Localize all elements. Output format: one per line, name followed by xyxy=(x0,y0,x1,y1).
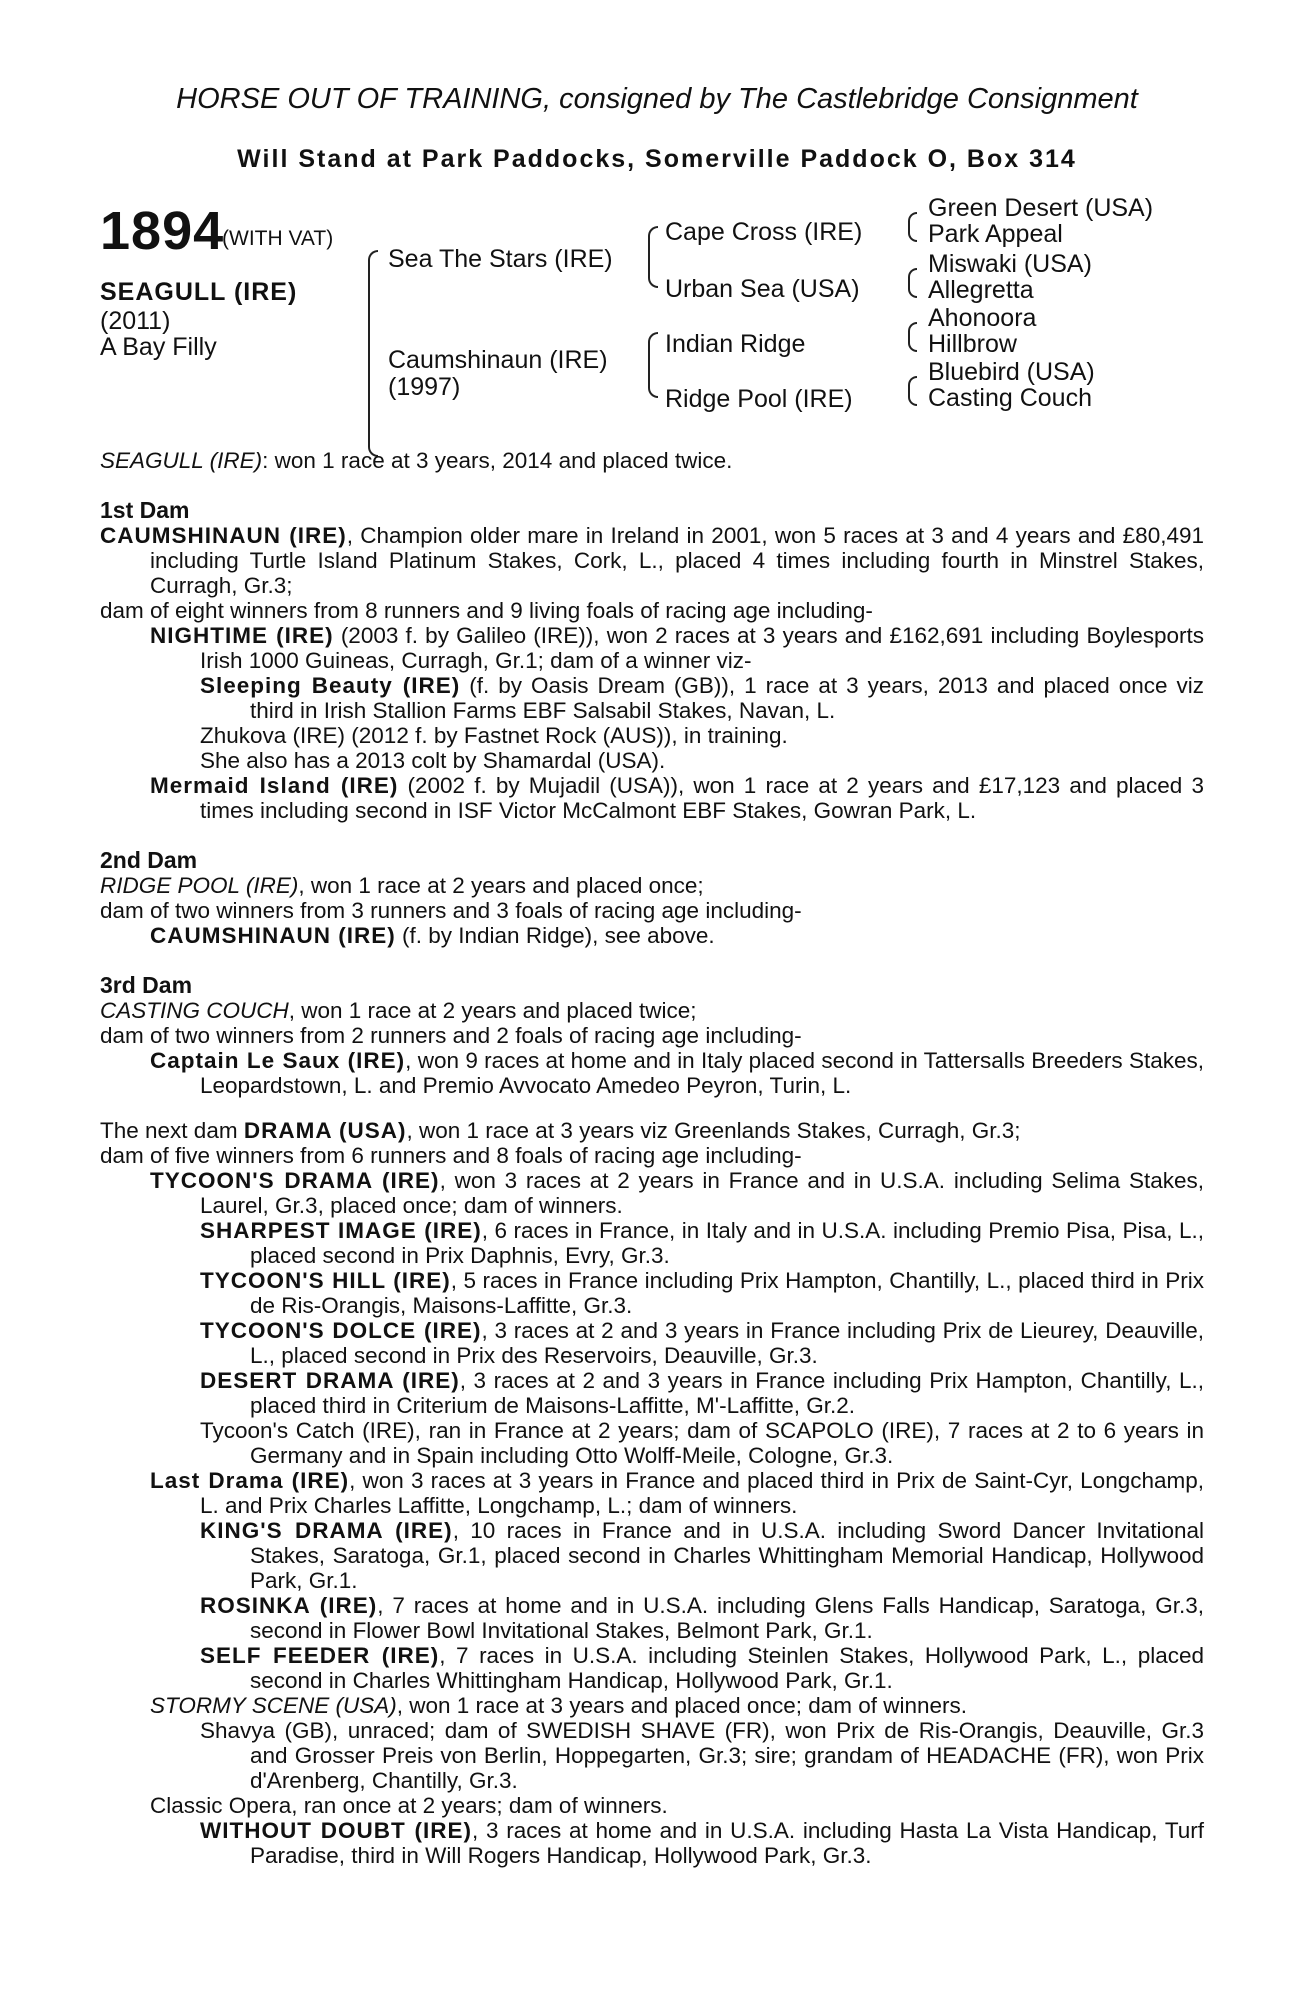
nextdam-produce: dam of five winners from 6 runners and 8 foals of racing age including- xyxy=(100,1143,802,1168)
self-feeder-name: SELF FEEDER (IRE) xyxy=(200,1643,440,1668)
nextdam-name: DRAMA (USA) xyxy=(243,1118,407,1143)
kings-drama-text: , 10 races in France and in U.S.A. including Sword Dancer Invitational Stakes, Saratoga, Gr.1, placed second in Charles Whittingham Memorial Handicap, Hollywood Park, Gr.1. xyxy=(250,1518,1204,1593)
tycoons-drama-name: TYCOON'S DRAMA (IRE) xyxy=(150,1168,440,1193)
bracket-dam-sire xyxy=(648,332,658,366)
mermaid-island-text: (2002 f. by Mujadil (USA)), won 1 race at 2 years and £17,123 and placed 3 times including second in ISF Victor McCalmont EBF Stakes, Gowran Park, L. xyxy=(200,773,1204,823)
bracket-sire-dam xyxy=(648,256,658,288)
pedigree-block xyxy=(100,194,1240,440)
tycoons-hill-name: TYCOON'S HILL (IRE) xyxy=(200,1268,451,1293)
without-doubt-text: , 3 races at home and in U.S.A. including Hasta La Vista Handicap, Turf Paradise, third in Will Rogers Handicap, Hollywood Park, Gr.3. xyxy=(250,1818,1204,1868)
pedigree-g3-2: Park Appeal xyxy=(928,220,1063,248)
horse-year: (2011) xyxy=(100,307,171,335)
sharpest-image-text: , 6 races in France, in Italy and in U.S.A. including Premio Pisa, Pisa, L., placed second in Prix Daphnis, Evry, Gr.3. xyxy=(250,1218,1204,1268)
pedigree-g3-8: Casting Couch xyxy=(928,384,1092,412)
bracket-g2 xyxy=(908,226,917,242)
catalogue-body xyxy=(100,448,1204,1868)
last-drama-text: , won 3 races at 3 years in France and placed third in Prix de Saint-Cyr, Longchamp, L. and Prix Charles Laffitte, Longchamp, L.; dam of winners. xyxy=(200,1468,1204,1518)
vat-note: (WITH VAT) xyxy=(222,227,334,250)
self-feeder-text: , 7 races in U.S.A. including Steinlen Stakes, Hollywood Park, L., placed second in Charles Whittingham Handicap, Hollywood Park, Gr.1. xyxy=(250,1643,1204,1693)
produce-kings-drama xyxy=(100,1518,1204,1593)
lot-number: 1894 xyxy=(100,201,225,261)
produce-mermaid-island xyxy=(100,773,1204,823)
nextdam-text: , won 1 race at 3 years viz Greenlands Stakes, Curragh, Gr.3; xyxy=(406,1118,1021,1143)
caumshinaun-text: (f. by Indian Ridge), see above. xyxy=(395,923,715,948)
last-drama-name: Last Drama (IRE) xyxy=(150,1468,350,1493)
produce-last-drama xyxy=(100,1468,1204,1518)
summary-text: : won 1 race at 3 years, 2014 and placed twice. xyxy=(262,448,733,473)
rosinka-name: ROSINKA (IRE) xyxy=(200,1593,378,1618)
dam3-entry xyxy=(100,998,1204,1023)
nightime-name: NIGHTIME (IRE) xyxy=(150,623,334,648)
produce-sharpest-image xyxy=(100,1218,1204,1268)
pedigree-sire: Sea The Stars (IRE) xyxy=(388,245,613,273)
produce-zhukova: Zhukova (IRE) (2012 f. by Fastnet Rock (AUS)), in training. xyxy=(200,723,788,748)
stormy-scene-text: , won 1 race at 3 years and placed once; dam of winners. xyxy=(396,1693,968,1718)
dam1-produce: dam of eight winners from 8 runners and 9 living foals of racing age including- xyxy=(100,598,873,623)
produce-without-doubt xyxy=(100,1818,1204,1868)
nightime-text: (2003 f. by Galileo (IRE)), won 2 races at 3 years and £162,691 including Boylesports Irish 1000 Guineas, Curragh, Gr.1; dam of a winner viz- xyxy=(200,623,1204,673)
pedigree-g3-4: Allegretta xyxy=(928,276,1034,304)
pedigree-g3-3: Miswaki (USA) xyxy=(928,250,1092,278)
pedigree-g3-1: Green Desert (USA) xyxy=(928,194,1154,222)
tycoons-drama-text: , won 3 races at 2 years in France and in U.S.A. including Selima Stakes, Laurel, Gr.3, placed once; dam of winners. xyxy=(200,1168,1204,1218)
pedigree-dam: Caumshinaun (IRE) xyxy=(388,346,608,374)
mermaid-island-name: Mermaid Island (IRE) xyxy=(150,773,399,798)
horse-name: SEAGULL (IRE) xyxy=(100,278,298,306)
produce-classic-opera: Classic Opera, ran once at 2 years; dam of winners. xyxy=(150,1793,668,1818)
without-doubt-name: WITHOUT DOUBT (IRE) xyxy=(200,1818,472,1843)
tycoons-dolce-text: , 3 races at 2 and 3 years in France including Prix de Lieurey, Deauville, L., placed second in Prix des Reservoirs, Deauville, Gr.3. xyxy=(250,1318,1204,1368)
desert-drama-name: DESERT DRAMA (IRE) xyxy=(200,1368,460,1393)
bracket-g8 xyxy=(908,390,917,406)
bracket-g6 xyxy=(908,336,917,352)
produce-desert-drama xyxy=(100,1368,1204,1418)
dam3-heading: 3rd Dam xyxy=(100,972,193,998)
sleeping-beauty-name: Sleeping Beauty (IRE) xyxy=(200,673,461,698)
tycoons-hill-text: , 5 races in France including Prix Hampton, Chantilly, L., placed third in Prix de Ris-Orangis, Maisons-Laffitte, Gr.3. xyxy=(250,1268,1205,1318)
stormy-scene-name: STORMY SCENE (USA) xyxy=(150,1693,397,1718)
pedigree-dam-year: (1997) xyxy=(388,373,461,401)
tycoons-dolce-name: TYCOON'S DOLCE (IRE) xyxy=(200,1318,482,1343)
dam3-text: , won 1 race at 2 years and placed twice; xyxy=(288,998,697,1023)
produce-captain-le-saux xyxy=(100,1048,1204,1098)
dam2-name: RIDGE POOL (IRE) xyxy=(100,873,299,898)
bracket-g4 xyxy=(908,282,917,298)
produce-stormy-scene xyxy=(100,1693,1204,1718)
pedigree-g3-6: Hillbrow xyxy=(928,330,1017,358)
desert-drama-text: , 3 races at 2 and 3 years in France including Prix Hampton, Chantilly, L., placed third in Criterium de Maisons-Laffitte, M'-Laffitte, Gr.2. xyxy=(250,1368,1204,1418)
bracket-sire xyxy=(368,250,378,352)
summary-horse-name: SEAGULL (IRE) xyxy=(100,448,263,473)
dam2-text: , won 1 race at 2 years and placed once; xyxy=(298,873,704,898)
kings-drama-name: KING'S DRAMA (IRE) xyxy=(200,1518,453,1543)
dam1-text: , Champion older mare in Ireland in 2001, won 5 races at 3 and 4 years and £80,491 including Turtle Island Platinum Stakes, Cork, L., placed 4 times including fourth in Minstrel Stakes, Curragh, Gr.3; xyxy=(150,523,1204,598)
pedigree-g3-5: Ahonoora xyxy=(928,304,1037,332)
sharpest-image-name: SHARPEST IMAGE (IRE) xyxy=(200,1218,482,1243)
race-summary xyxy=(100,448,1204,473)
bracket-sire-sire xyxy=(648,226,658,258)
produce-nightime xyxy=(100,623,1204,673)
nextdam-entry xyxy=(100,1118,1204,1143)
caumshinaun-name: CAUMSHINAUN (IRE) xyxy=(150,923,396,948)
pedigree-dam-dam: Ridge Pool (IRE) xyxy=(665,385,853,413)
produce-tycoons-dolce xyxy=(100,1318,1204,1368)
produce-colt: She also has a 2013 colt by Shamardal (USA). xyxy=(200,748,666,773)
sleeping-beauty-text: (f. by Oasis Dream (GB)), 1 race at 3 years, 2013 and placed once viz third in Irish Stallion Farms EBF Salsabil Stakes, Navan, L. xyxy=(250,673,1204,723)
bracket-dam-dam xyxy=(648,364,658,398)
horse-description: A Bay Filly xyxy=(100,333,217,361)
dam3-produce: dam of two winners from 2 runners and 2 foals of racing age including- xyxy=(100,1023,802,1048)
bracket-dam xyxy=(368,350,378,457)
produce-caumshinaun xyxy=(100,923,1204,948)
pedigree-dam-sire: Indian Ridge xyxy=(665,330,806,358)
produce-rosinka xyxy=(100,1593,1204,1643)
captain-le-saux-text: , won 9 races at home and in Italy placed second in Tattersalls Breeders Stakes, Leopardstown, L. and Premio Avvocato Amedeo Peyron, Turin, L. xyxy=(200,1048,1204,1098)
dam1-heading: 1st Dam xyxy=(100,497,190,523)
produce-self-feeder xyxy=(100,1643,1204,1693)
dam3-name: CASTING COUCH xyxy=(100,998,289,1023)
dam2-heading: 2nd Dam xyxy=(100,847,198,873)
produce-tycoons-hill xyxy=(100,1268,1204,1318)
stand-location: Will Stand at Park Paddocks, Somerville Paddock O, Box 314 xyxy=(237,145,1077,173)
dam1-entry xyxy=(100,523,1204,598)
dam2-produce: dam of two winners from 3 runners and 3 foals of racing age including- xyxy=(100,898,802,923)
dam1-name: CAUMSHINAUN (IRE) xyxy=(100,523,347,548)
nextdam-lead: The next dam xyxy=(100,1118,244,1143)
pedigree-g3-7: Bluebird (USA) xyxy=(928,358,1095,386)
captain-le-saux-name: Captain Le Saux (IRE) xyxy=(150,1048,406,1073)
rosinka-text: , 7 races at home and in U.S.A. including Glens Falls Handicap, Saratoga, Gr.3, second in Flower Bowl Invitational Stakes, Belmont Park, Gr.1. xyxy=(250,1593,1204,1643)
dam2-entry xyxy=(100,873,1204,898)
pedigree-sire-dam: Urban Sea (USA) xyxy=(665,275,860,303)
produce-sleeping-beauty xyxy=(100,673,1204,723)
produce-tycoons-catch: Tycoon's Catch (IRE), ran in France at 2 years; dam of SCAPOLO (IRE), 7 races at 2 to 6 years in Germany and in Spain including Otto Wolff-Meile, Cologne, Gr.3. xyxy=(200,1418,1204,1468)
produce-shavya: Shavya (GB), unraced; dam of SWEDISH SHAVE (FR), won Prix de Ris-Orangis, Deauville, Gr.3 and Grosser Preis von Berlin, Hoppegarten, Gr.3; sire; grandam of HEADACHE (FR), won Prix d'Arenberg, Chantilly, Gr.3. xyxy=(200,1718,1204,1793)
pedigree-sire-sire: Cape Cross (IRE) xyxy=(665,218,863,246)
catalogue-header: HORSE OUT OF TRAINING, consigned by The Castlebridge Consignment xyxy=(176,83,1138,115)
produce-tycoons-drama xyxy=(100,1168,1204,1218)
